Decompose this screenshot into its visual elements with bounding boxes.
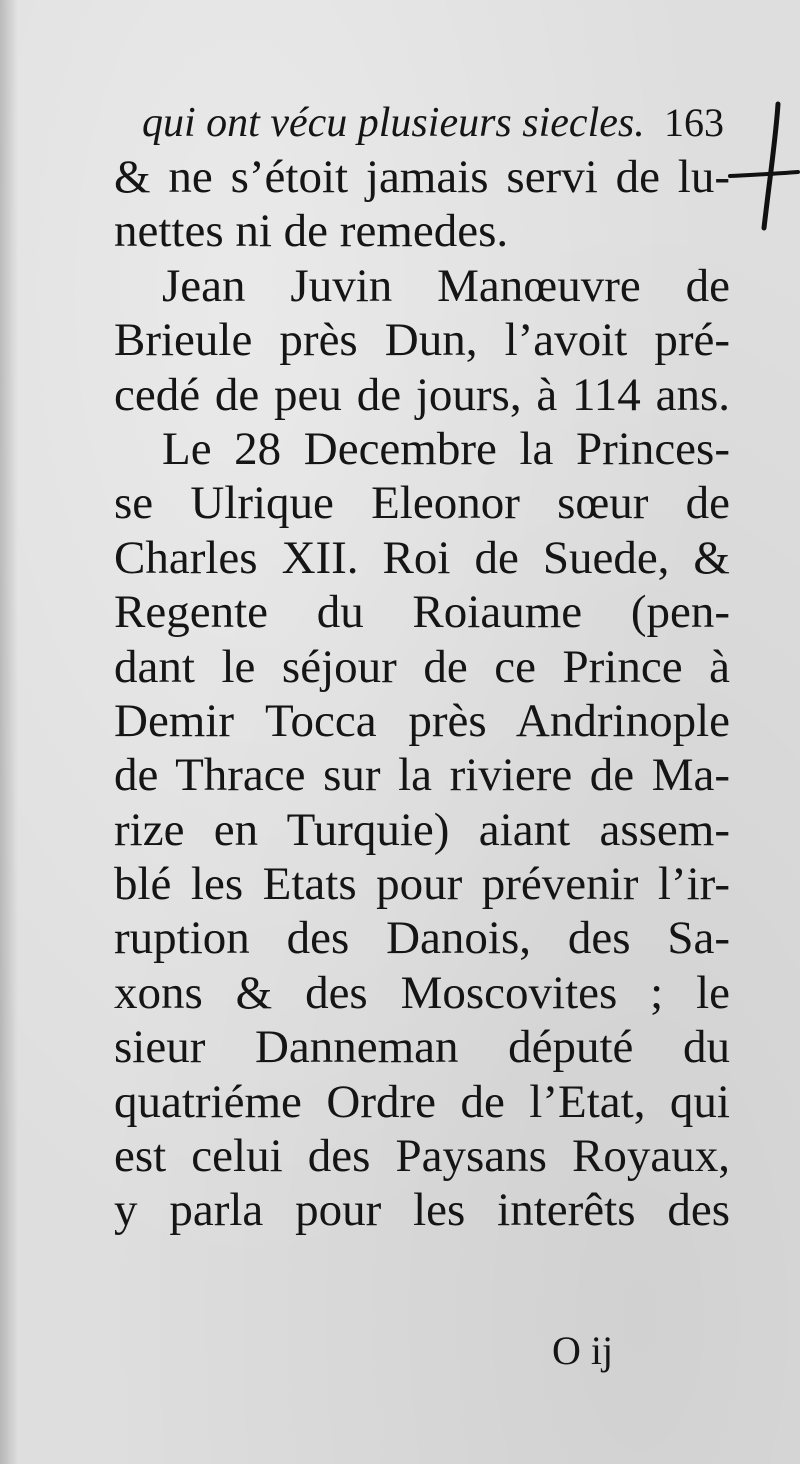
- page-gutter-shadow: [0, 0, 18, 1464]
- text-line: Charles XII. Roi de Suede, &: [114, 531, 730, 584]
- text-line: cedé de peu de jours, à 114 ans.: [114, 368, 730, 421]
- text-line: & ne s’étoit jamais servi de lu-: [114, 151, 730, 203]
- text-line: nettes ni de remedes.: [114, 205, 509, 258]
- body-text: [114, 150, 730, 1238]
- handwritten-cross-icon: [728, 96, 800, 236]
- text-line: Regente du Roiaume (pen-: [114, 586, 730, 639]
- text-line: de Thrace sur la riviere de Ma-: [114, 749, 730, 802]
- running-title: qui ont vécu plusieurs siecles.: [142, 100, 645, 146]
- text-line: Demir Tocca près Andrinople: [114, 694, 730, 747]
- text-line: Jean Juvin Manœuvre de: [162, 259, 730, 312]
- text-line: sieur Danneman député du: [114, 1021, 730, 1074]
- text-line: dant le séjour de ce Prince à: [114, 640, 730, 693]
- text-line: y parla pour les interêts des: [114, 1184, 730, 1237]
- text-line: quatriéme Ordre de l’Etat, qui: [114, 1075, 730, 1128]
- text-line: ruption des Danois, des Sa-: [114, 912, 730, 965]
- signature-mark: O ij: [552, 1328, 614, 1373]
- text-line: blé les Etats pour prévenir l’ir-: [114, 858, 730, 911]
- text-line: Brieule près Dun, l’avoit pré-: [114, 314, 730, 367]
- running-head: [120, 98, 724, 148]
- text-line: rize en Turquie) aiant assem-: [114, 803, 730, 856]
- page-number: 163: [664, 100, 724, 145]
- text-line: xons & des Moscovites ; le: [114, 966, 730, 1019]
- text-line: Le 28 Decembre la Princes-: [162, 422, 730, 475]
- text-line: est celui des Paysans Royaux,: [114, 1130, 730, 1183]
- text-line: se Ulrique Eleonor sœur de: [114, 477, 730, 530]
